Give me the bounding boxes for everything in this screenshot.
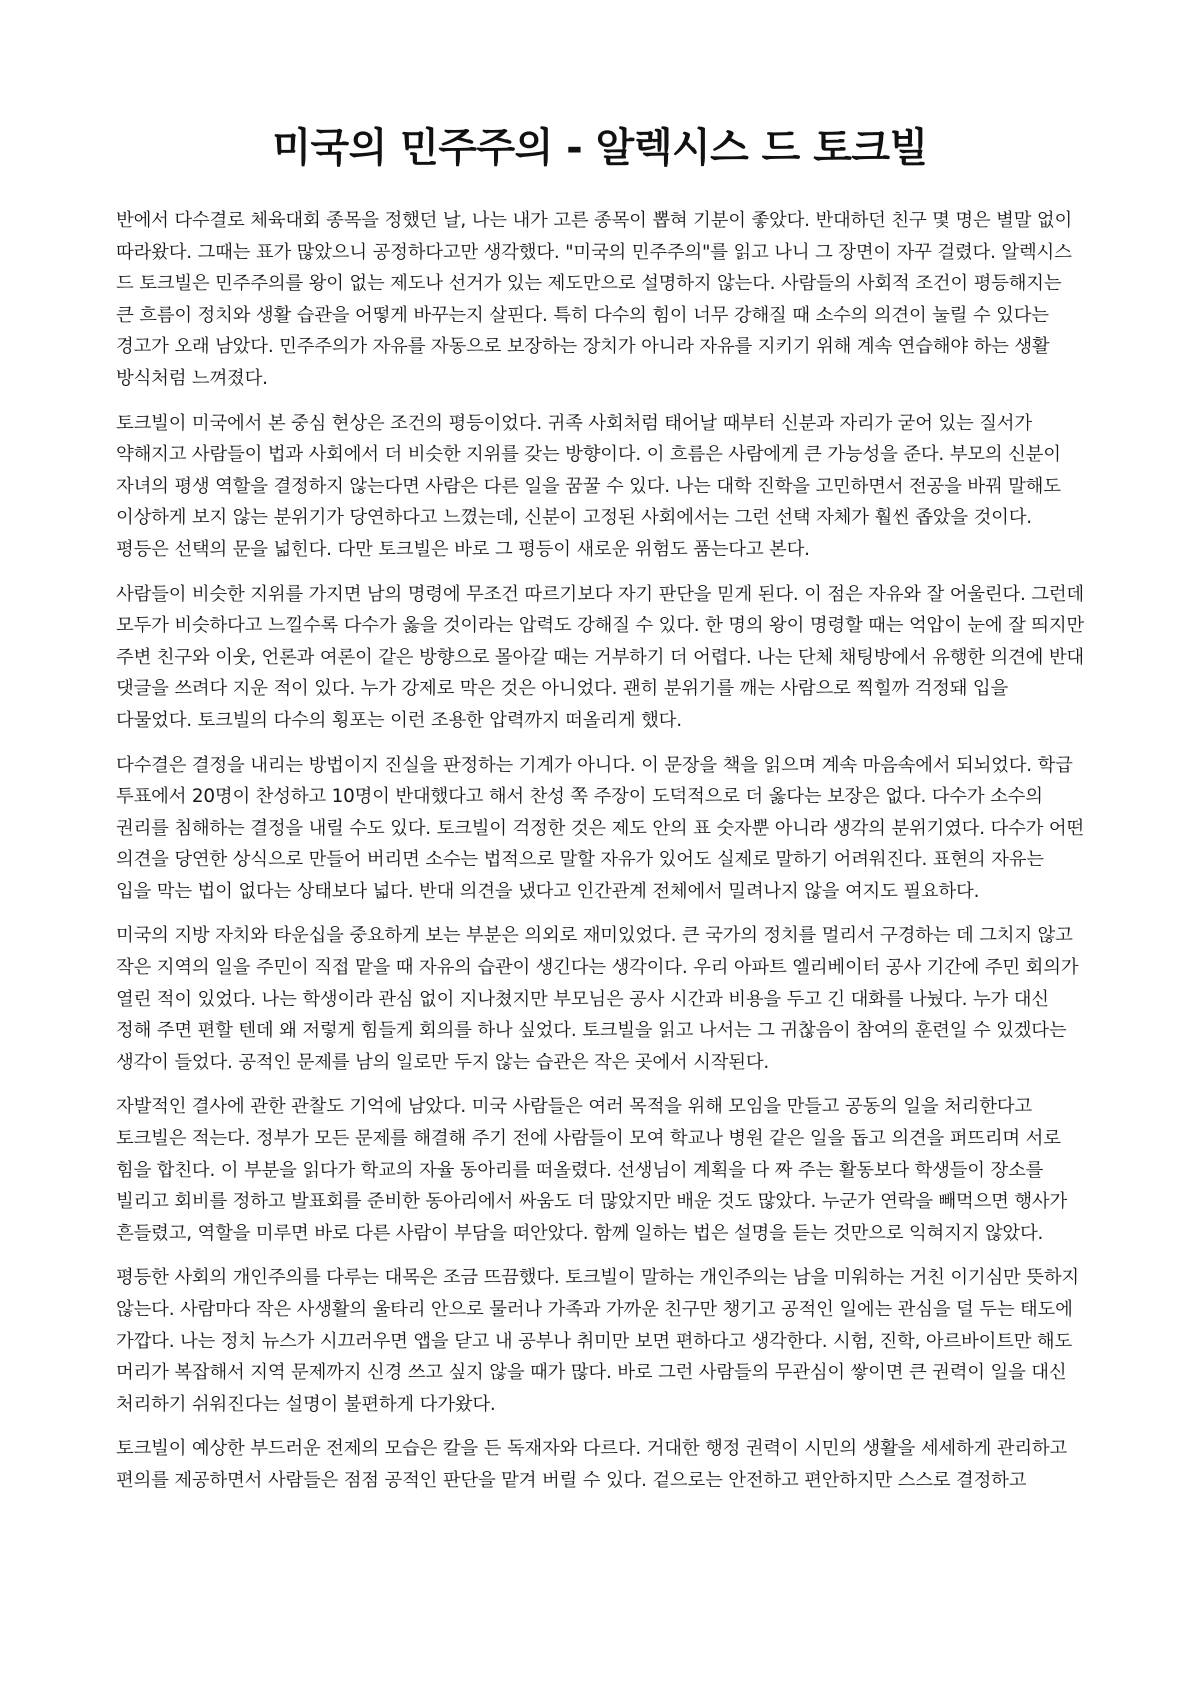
paragraph: 다수결은 결정을 내리는 방법이지 진실을 판정하는 기계가 아니다. 이 문장을 책을 읽으며 계속 마음속에서 되뇌었다. 학급 투표에서 20명이 찬성하고 10명이 반대했다고 해서 찬성 쪽 주장이 도덕적으로 더 옳다는 보장은 없다. 다수가 소수의 권리를 침해하는 결정을 내릴 수도 있다. 토크빌이 걱정한 것은 제도 안의 표 숫자뿐 아니라 생각의 분위기였다. 다수가 어떤 의견을 당연한 상식으로 만들어 버리면 소수는 법적으로 말할 자유가 있어도 실제로 말하기 어려워진다. 표현의 자유는 입을 막는 법이 없다는 상태보다 넓다. 반대 의견을 냈다고 인간관계 전체에서 밀려나지 않을 여지도 필요하다. [116, 754, 1084, 902]
document-title: 미국의 민주주의 - 알렉시스 드 토크빌 [272, 125, 928, 171]
paragraph: 토크빌이 미국에서 본 중심 현상은 조건의 평등이었다. 귀족 사회처럼 태어날 때부터 신분과 자리가 굳어 있는 질서가 약해지고 사람들이 법과 사회에서 더 비슷한 지위를 갖는 방향이다. 이 흐름은 사람에게 큰 가능성을 준다. 부모의 신분이 자녀의 평생 역할을 결정하지 않는다면 사람은 다른 일을 꿈꿀 수 있다. 나는 대학 진학을 고민하면서 전공을 바꿔 말해도 이상하게 보지 않는 분위기가 당연하다고 느꼈는데, 신분이 고정된 사회에서는 그런 선택 자체가 훨씬 좁았을 것이다. 평등은 선택의 문을 넓힌다. 다만 토크빌은 바로 그 평등이 새로운 위험도 품는다고 본다. [116, 412, 1061, 560]
paragraph: 토크빌이 예상한 부드러운 전제의 모습은 칼을 든 독재자와 다르다. 거대한 행정 권력이 시민의 생활을 세세하게 관리하고 편의를 제공하면서 사람들은 점점 공적인 판단을 맡겨 버릴 수 있다. 겉으로는 안전하고 편안하지만 스스로 결정하고 [116, 1438, 1068, 1491]
paragraph: 평등한 사회의 개인주의를 다루는 대목은 조금 뜨끔했다. 토크빌이 말하는 개인주의는 남을 미워하는 거친 이기심만 뜻하지 않는다. 사람마다 작은 사생활의 울타리 안으로 물러나 가족과 가까운 친구만 챙기고 공적인 일에는 관심을 덜 두는 태도에 가깝다. 나는 정치 뉴스가 시끄러우면 앱을 닫고 내 공부나 취미만 보면 편하다고 생각한다. 시험, 진학, 아르바이트만 해도 머리가 복잡해서 지역 문제까지 신경 쓰고 싶지 않을 때가 많다. 바로 그런 사람들의 무관심이 쌓이면 큰 권력이 일을 대신 처리하기 쉬워진다는 설명이 불편하게 다가왔다. [116, 1267, 1079, 1415]
paragraph: 반에서 다수결로 체육대회 종목을 정했던 날, 나는 내가 고른 종목이 뽑혀 기분이 좋았다. 반대하던 친구 몇 명은 별말 없이 따라왔다. 그때는 표가 많았으니 공정하다고만 생각했다. "미국의 민주주의"를 읽고 나니 그 장면이 자꾸 걸렸다. 알렉시스 드 토크빌은 민주주의를 왕이 없는 제도나 선거가 있는 제도만으로 설명하지 않는다. 사람들의 사회적 조건이 평등해지는 큰 흐름이 정치와 생활 습관을 어떻게 바꾸는지 살핀다. 특히 다수의 힘이 너무 강해질 때 소수의 의견이 눌릴 수 있다는 경고가 오래 남았다. 민주주의가 자유를 자동으로 보장하는 장치가 아니라 자유를 지키기 위해 계속 연습해야 하는 생활 방식처럼 느껴졌다. [116, 210, 1073, 389]
paragraph: 미국의 지방 자치와 타운십을 중요하게 보는 부분은 의외로 재미있었다. 큰 국가의 정치를 멀리서 구경하는 데 그치지 않고 작은 지역의 일을 주민이 직접 맡을 때 자유의 습관이 생긴다는 생각이다. 우리 아파트 엘리베이터 공사 기간에 주민 회의가 열린 적이 있었다. 나는 학생이라 관심 없이 지나쳤지만 부모님은 공사 시간과 비용을 두고 긴 대화를 나눴다. 누가 대신 정해 주면 편할 텐데 왜 저렇게 힘들게 회의를 하나 싶었다. 토크빌을 읽고 나서는 그 귀찮음이 참여의 훈련일 수 있겠다는 생각이 들었다. 공적인 문제를 남의 일로만 두지 않는 습관은 작은 곳에서 시작된다. [116, 925, 1079, 1073]
paragraph: 자발적인 결사에 관한 관찰도 기억에 남았다. 미국 사람들은 여러 목적을 위해 모임을 만들고 공동의 일을 처리한다고 토크빌은 적는다. 정부가 모든 문제를 해결해 주기 전에 사람들이 모여 학교나 병원 같은 일을 돕고 의견을 퍼뜨리며 서로 힘을 합친다. 이 부분을 읽다가 학교의 자율 동아리를 떠올렸다. 선생님이 계획을 다 짜 주는 활동보다 학생들이 장소를 빌리고 회비를 정하고 발표회를 준비한 동아리에서 싸움도 더 많았지만 배운 것도 많았다. 누군가 연락을 빼먹으면 행사가 흔들렸고, 역할을 미루면 바로 다른 사람이 부담을 떠안았다. 함께 일하는 법은 설명을 듣는 것만으로 익혀지지 않았다. [116, 1096, 1068, 1244]
paragraph: 사람들이 비슷한 지위를 가지면 남의 명령에 무조건 따르기보다 자기 판단을 믿게 된다. 이 점은 자유와 잘 어울린다. 그런데 모두가 비슷하다고 느낄수록 다수가 옳을 것이라는 압력도 강해질 수 있다. 한 명의 왕이 명령할 때는 억압이 눈에 잘 띄지만 주변 친구와 이웃, 언론과 여론이 같은 방향으로 몰아갈 때는 거부하기 더 어렵다. 나는 단체 채팅방에서 유행한 의견에 반대 댓글을 쓰려다 지운 적이 있다. 누가 강제로 막은 것은 아니었다. 괜히 분위기를 깨는 사람으로 찍힐까 걱정돼 입을 다물었다. 토크빌의 다수의 횡포는 이런 조용한 압력까지 떠올리게 했다. [116, 583, 1084, 731]
document-body [116, 205, 1084, 1497]
